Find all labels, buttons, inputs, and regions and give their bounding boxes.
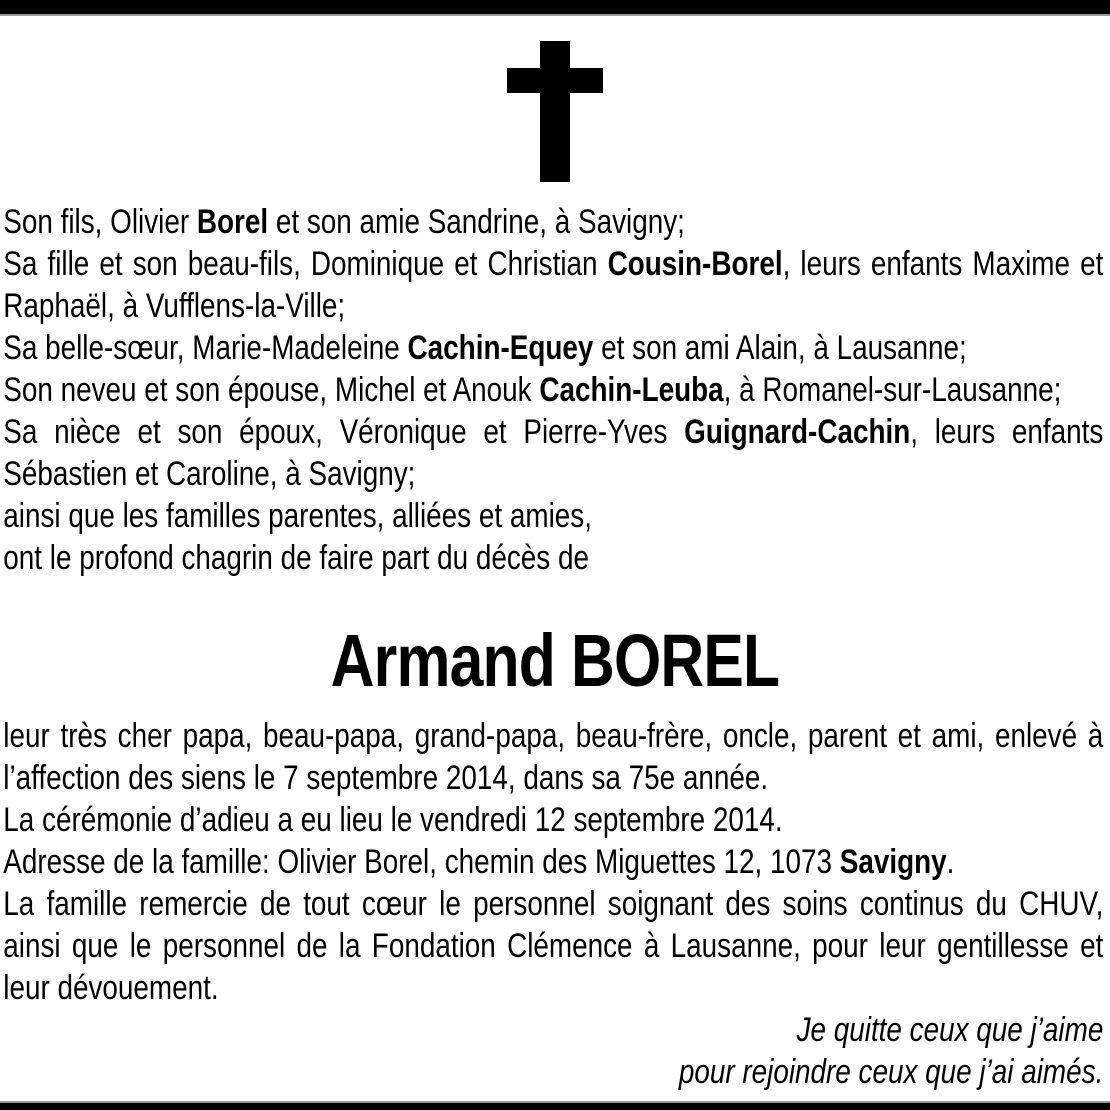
text-segment: et son ami Alain, à Lausanne; [593,329,967,367]
text-segment: La cérémonie d’adieu a eu lieu le vendredi 12 septembre 2014. [3,801,783,839]
text-segment: Cousin-Borel [607,245,783,283]
epitaph-line: pour rejoindre ceux que j’ai aimés. [678,1053,1104,1091]
notice-paragraph [3,715,1103,799]
body-paragraphs [3,715,1103,1009]
text-segment: et son amie Sandrine, à Savigny; [268,203,685,241]
text-segment: Sa nièce et son époux, Véronique et Pierre-Yves [3,413,685,451]
text-segment: , leurs enfants Maxime et Raphaël, à Vufflens-la-Ville; [3,245,1104,325]
notice-paragraph [3,841,1103,883]
notice-paragraph [3,537,1103,579]
notice-paragraph [3,495,1103,537]
text-segment: Adresse de la famille: Olivier Borel, chemin des Miguettes 12, 1073 [3,843,840,881]
deceased-name: Armand BOREL [330,619,780,702]
text-segment: Son fils, Olivier [3,203,197,241]
text-segment: ont le profond chagrin de faire part du décès de [3,539,589,577]
text-segment: ainsi que les familles parentes, alliées et amies, [3,497,592,535]
text-segment: Sa fille et son beau-fils, Dominique et Christian [3,245,608,283]
notice-paragraph [3,799,1103,841]
text-segment: Cachin-Equey [407,329,594,367]
notice-paragraph [3,369,1103,411]
text-segment: Son neveu et son épouse, Michel et Anouk [3,371,540,409]
text-segment: , à Romanel-sur-Lausanne; [723,371,1062,409]
text-segment: , leurs enfants Sébastien et Caroline, à Savigny; [3,413,1104,493]
text-segment: La famille remercie de tout cœur le personnel soignant des soins continus du CHUV, ainsi que le personnel de la Fondation Clémence à Lausanne, pour leur gentillesse et leur dévouement. [3,885,1104,1007]
notice-paragraph [3,327,1103,369]
bottom-border-bar [0,1101,1110,1110]
text-segment: leur très cher papa, beau-papa, grand-papa, beau-frère, oncle, parent et ami, enlevé à l’affection des siens le 7 septembre 2014, dans sa 75e année. [3,717,1104,797]
notice-paragraph [3,883,1103,1009]
text-segment: Sa belle-sœur, Marie-Madeleine [3,329,408,367]
family-paragraphs [3,201,1103,579]
notice-paragraph [3,411,1103,495]
epitaph [3,1009,1103,1093]
text-segment: Savigny [839,843,947,881]
text-segment: Guignard-Cachin [684,413,911,451]
epitaph-line: Je quitte ceux que j’aime [796,1011,1104,1049]
notice-paragraph [3,243,1103,327]
text-segment: . [946,843,955,881]
text-segment: Cachin-Leuba [539,371,724,409]
notice-paragraph [3,201,1103,243]
text-segment: Borel [196,203,269,241]
